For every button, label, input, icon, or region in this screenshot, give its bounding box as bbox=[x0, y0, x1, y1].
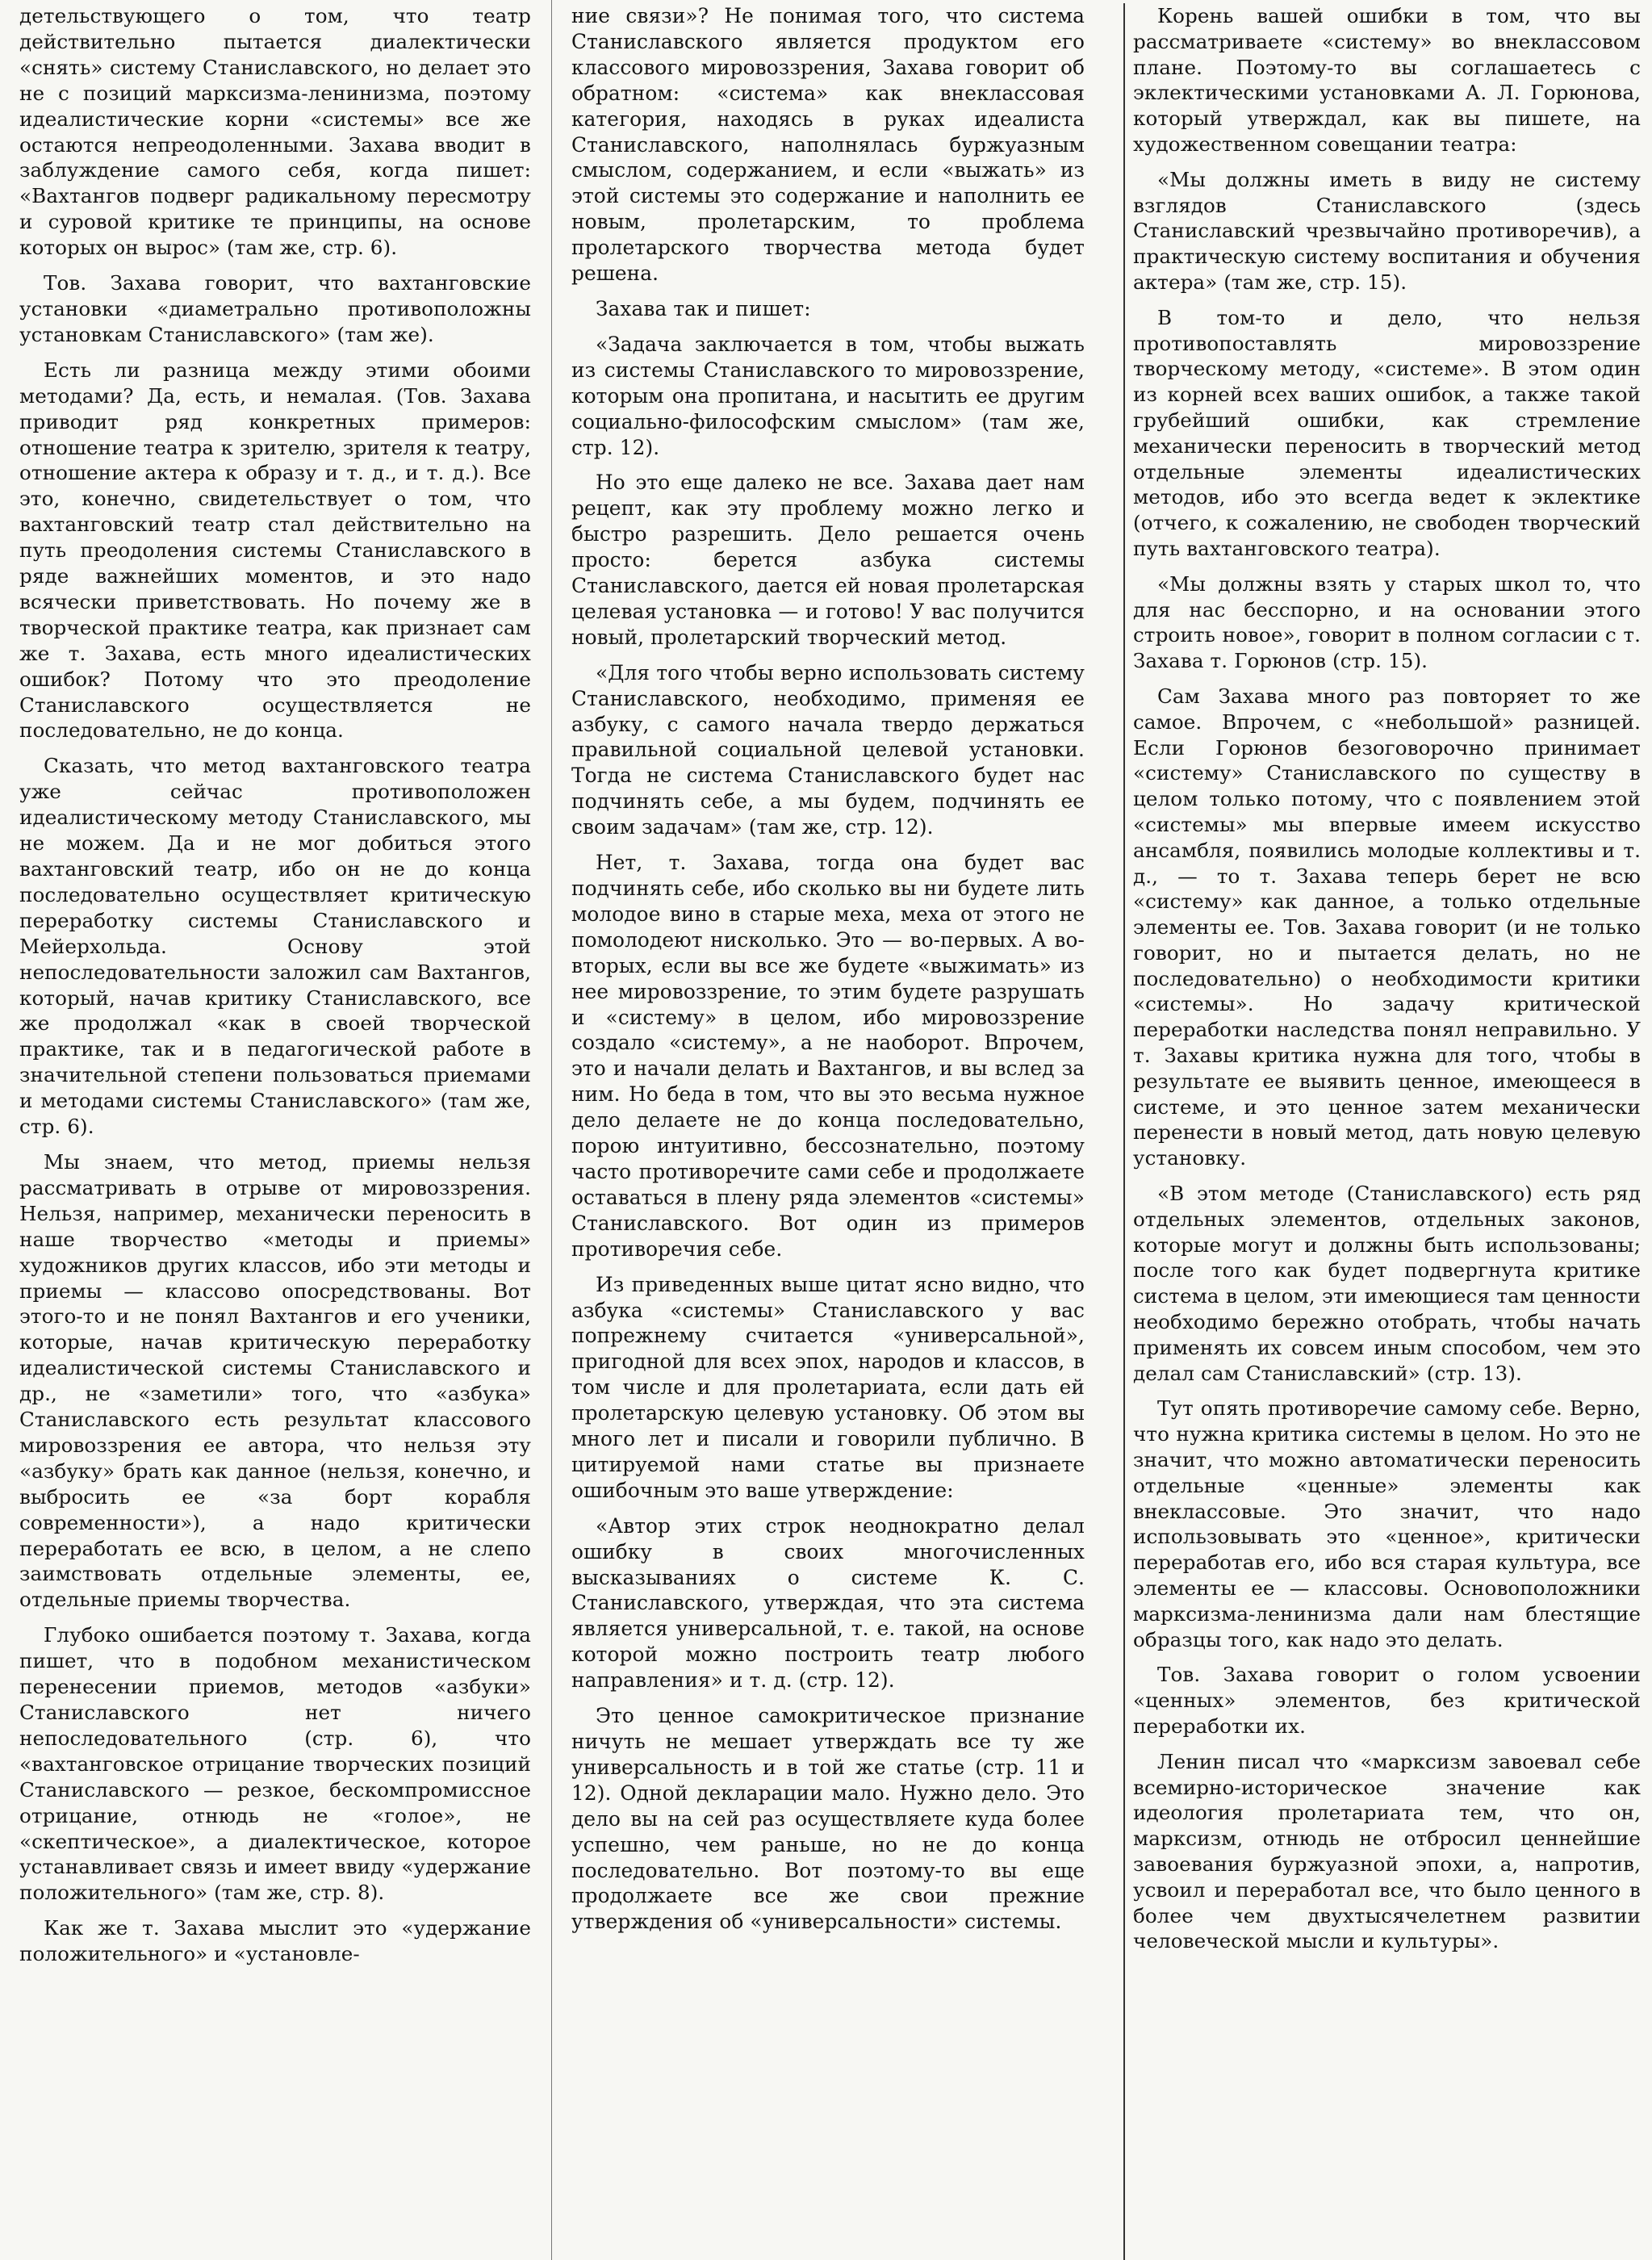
paragraph: «Мы должны иметь в виду не систему взглядов Станиславского (здесь Станиславский чрезвычайно противоречив), а практическую систему воспитания и обучения актера» (там же, стр. 15). bbox=[1133, 167, 1641, 294]
paragraph: Тут опять противоречие самому себе. Верно, что нужна критика системы в целом. Но это не значит, что можно автоматически переносить отдельные «ценные» элементы как внеклассовые. Это значит, что надо использовывать это «ценное», критически переработав его, ибо вся старая культура, все элементы ее — классовы. Основоположники марксизма-ленинизма дали нам блестящие образцы того, как надо это делать. bbox=[1133, 1396, 1641, 1651]
paragraph: «Автор этих строк неоднократно делал ошибку в своих многочисленных высказываниях о системе К. С. Станиславского, утверждая, что эта система является универсальной, т. е. такой, на основе которой можно построить театр любого направления» и т. д. (стр. 12). bbox=[571, 1513, 1085, 1693]
text-column-1 bbox=[19, 3, 531, 2260]
paragraph: «Мы должны взять у старых школ то, что для нас бесспорно, и на основании этого строить новое», говорит в полном согласии с т. Захава т. Горюнов (стр. 15). bbox=[1133, 571, 1641, 673]
column-divider bbox=[551, 0, 552, 2260]
paragraph: Корень вашей ошибки в том, что вы рассматриваете «систему» во внеклассовом плане. Поэтому-то вы соглашаетесь с эклектическими установками А. Л. Горюнова, который утверждал, как вы пишете, на художественном совещании театра: bbox=[1133, 4, 1641, 156]
paragraph: «Для того чтобы верно использовать систему Станиславского, необходимо, применяя ее азбуку, с самого начала твердо держаться правильной социальной целевой установки. Тогда не система Станиславского будет нас подчинять себе, а мы будем, подчинять ее своим задачам» (там же, стр. 12). bbox=[571, 660, 1085, 839]
paragraph: Захава так и пишет: bbox=[596, 296, 811, 320]
text-column-3 bbox=[1123, 3, 1641, 2260]
paragraph: Сам Захава много раз повторяет то же самое. Впрочем, с «небольшой» разницей. Если Горюнов безоговорочно принимает «систему» Станиславского по существу в целом только потому, что с появлением этой «системы» мы впервые имеем искусство ансамбля, появились молодые коллективы и т. д., — то т. Захава теперь берет не всю «систему» как данное, а только отдельные элементы ее. Тов. Захава говорит (и не только говорит, но и пытается делать, но не последовательно) о необходимости критики «системы». Но задачу критической переработки наследства понял неправильно. У т. Захавы критика нужна для того, чтобы в результате ее выявить ценное, имеющееся в системе, и это ценное затем механически перенести в новый метод, дать новую целевую установку. bbox=[1133, 684, 1641, 1170]
paragraph: Тов. Захава говорит о голом усвоении «ценных» элементов, без критической переработки их. bbox=[1133, 1663, 1641, 1738]
paragraph: «Задача заключается в том, чтобы выжать из системы Станиславского то мировоззрение, которым она пропитана, и насытить ее другим социально-философским смыслом» (там же, стр. 12). bbox=[571, 332, 1085, 459]
paragraph: Ленин писал что «марксизм завоевал себе всемирно-историческое значение как идеология пролетариата тем, что он, марксизм, отнюдь не отбросил ценнейшие завоевания буржуазной эпохи, а, напротив, усвоил и переработал все, что было ценного в более чем двухтысячелетнем развитии человеческой мысли и культуры». bbox=[1133, 1749, 1641, 1953]
paragraph: Нет, т. Захава, тогда она будет вас подчинять себе, ибо сколько вы ни будете лить молодое вино в старые меха, меха от этого не помолодеют нисколько. Это — во-первых. А во-вторых, если вы все же будете «выжимать» из нее мировоззрение, то этим будете разрушать и «систему» в целом, ибо мировоззрение создало «систему», а не наоборот. Впрочем, это и начали делать и Вахтангов, и вы вслед за ним. Но беда в том, что вы это весьма нужное дело делаете не до конца последовательно, порою интуитивно, бессознательно, поэтому часто противоречите сами себе и продолжаете оставаться в плену ряда элементов «системы» Станиславского. Вот один из примеров противоречия себе. bbox=[571, 851, 1085, 1261]
paragraph: ние связи»? Не понимая того, что система Станиславского является продуктом его классового мировоззрения, Захава говорит об обратном: «система» как внеклассовая категория, находясь в руках идеалиста Станиславского, наполнялась буржуазным смыслом, содержанием, и если «выжать» из этой системы это содержание и наполнить ее новым, пролетарским, то проблема пролетарского творчества метода будет решена. bbox=[571, 4, 1085, 286]
paragraph: Но это еще далеко не все. Захава дает нам рецепт, как эту проблему можно легко и быстро разрешить. Дело решается очень просто: берется азбука системы Станиславского, дается ей новая пролетарская целевая установка — и готово! У вас получится новый, пролетарский творческий метод. bbox=[571, 471, 1085, 649]
paragraph: Сказать, что метод вахтанговского театра уже сейчас противоположен идеалистическому методу Станиславского, мы не можем. Да и не мог добиться этого вахтанговский театр, ибо он не до конца последовательно осуществляет критическую переработку системы Станиславского и Мейерхольда. Основу этой непоследовательности заложил сам Вахтангов, который, начав критику Станиславского, все же продолжал «как в своей творческой практике, так и в педагогической работе в значительной степени пользоваться приемами и методами системы Станиславского» (там же, стр. 6). bbox=[19, 754, 531, 1139]
paragraph: Есть ли разница между этими обоими методами? Да, есть, и немалая. (Тов. Захава приводит ряд конкретных примеров: отношение театра к зрителю, зрителя к театру, отношение актера к образу и т. д., и т. д.). Все это, конечно, свидетельствует о том, что вахтанговский театр стал действительно на путь преодоления системы Станиславского в ряде важнейших моментов, и это надо всячески приветствовать. Но почему же в творческой практике театра, как признает сам же т. Захава, есть много идеалистических ошибок? Потому что это преодоление Станиславского осуществляется не последовательно, не до конца. bbox=[19, 358, 531, 743]
text-column-2 bbox=[571, 3, 1085, 2260]
paragraph: Глубоко ошибается поэтому т. Захава, когда пишет, что в подобном механистическом перенесении приемов, методов «азбуки» Станиславского нет ничего непоследовательного (стр. 6), что «вахтанговское отрицание творческих позиций Станиславского — резкое, бескомпромиссное отрицание, отнюдь не «голое», не «скептическое», а диалектическое, которое устанавливает связь и имеет ввиду «удержание положительного» (там же, стр. 8). bbox=[19, 1623, 531, 1905]
paragraph: Мы знаем, что метод, приемы нельзя рассматривать в отрыве от мировоззрения. Нельзя, например, механически переносить в наше творчество «методы и приемы» художников других классов, ибо эти методы и приемы — классово опосредствованы. Вот этого-то и не понял Вахтангов и его ученики, которые, начав критическую переработку идеалистической системы Станиславского и др., не «заметили» того, что «азбука» Станиславского есть результат классового мировоззрения ее автора, что нельзя эту «азбуку» брать как данное (нельзя, конечно, и выбросить ее «за борт корабля современности»), а надо критически переработать ее всю, в целом, а не слепо заимствовать отдельные элементы, ее, отдельные приемы творчества. bbox=[19, 1149, 531, 1612]
paragraph: В том-то и дело, что нельзя противопоставлять мировоззрение творческому методу, «системе». В этом один из корней всех ваших ошибок, а также такой грубейший ошибки, как стремление механически переносить в творческий метод отдельные элементы идеалистических методов, ибо это всегда ведет к эклектике (отчего, к сожалению, не свободен творческий путь вахтанговского театра). bbox=[1133, 305, 1641, 560]
paragraph: детельствующего о том, что театр действительно пытается диалектически «снять» систему Станиславского, но делает это не с позиций марксизма-ленинизма, поэтому идеалистические корни «системы» все же остаются непреодоленными. Захава вводит в заблуждение самого себя, когда пишет: «Вахтангов подверг радикальному пересмотру и суровой критике те принципы, на основе которых он вырос» (там же, стр. 6). bbox=[19, 4, 531, 260]
paragraph: Из приведенных выше цитат ясно видно, что азбука «системы» Станиславского у вас попрежнему считается «универсальной», пригодной для всех эпох, народов и классов, в том числе и для пролетариата, если дать ей пролетарскую целевую установку. Об этом вы много лет и писали и говорили публично. В цитируемой нами статье вы признаете ошибочным это ваше утверждение: bbox=[571, 1272, 1085, 1502]
paragraph: Тов. Захава говорит, что вахтанговские установки «диаметрально противоположны установкам Станиславского» (там же). bbox=[19, 271, 531, 346]
paragraph: Это ценное самокритическое признание ничуть не мешает утверждать все ту же универсальность и в той же статье (стр. 11 и 12). Одной декларации мало. Нужно дело. Это дело вы на сей раз осуществляете куда более успешно, чем раньше, но не до конца последовательно. Вот поэтому-то вы еще продолжаете все же свои прежние утверждения об «универсальности» системы. bbox=[571, 1704, 1085, 1934]
paragraph: Как же т. Захава мыслит это «удержание положительного» и «установле- bbox=[19, 1916, 531, 1966]
paragraph: «В этом методе (Станиславского) есть ряд отдельных элементов, отдельных законов, которые могут и должны быть использованы; после того как будет подвергнута критике система в целом, эти имеющиеся там ценности необходимо бережно отобрать, чтобы начать применять их совсем иным способом, чем это делал сам Станиславский» (стр. 13). bbox=[1133, 1182, 1641, 1385]
